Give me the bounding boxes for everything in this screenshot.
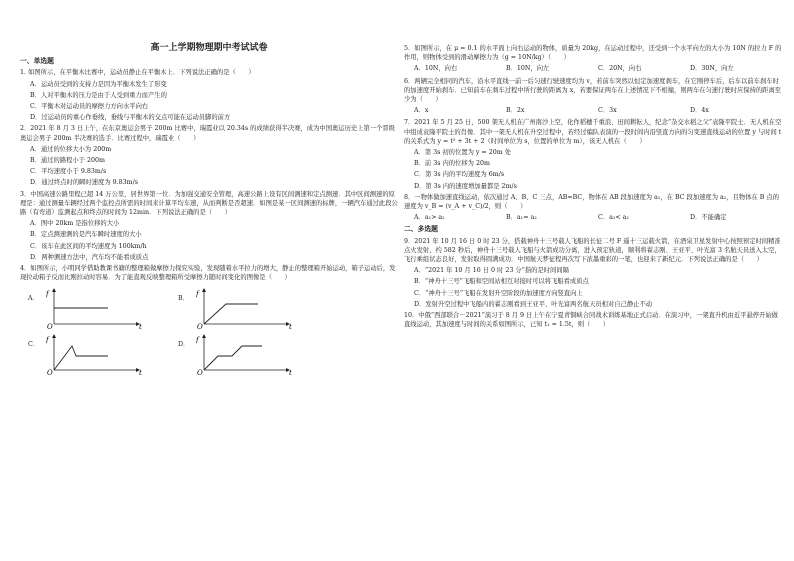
option-c: C．a₁< a₂ [598, 214, 629, 222]
option-a: A．10N，向右 [414, 65, 458, 73]
axis-t-label: t [289, 323, 292, 331]
question-2 [20, 124, 398, 187]
option-c: C．20N，向右 [598, 65, 642, 73]
option-d: D．第 3s 内的速度增加量都是 2m/s [414, 182, 517, 190]
option-d: D．两种测速方法中，汽车均不能看成质点 [30, 253, 149, 261]
origin-label: O [197, 323, 203, 331]
section-multi-choice: 二、多选题 [404, 225, 438, 234]
option-d: D．通过终点时的瞬时速度为 9.83m/s [30, 179, 138, 187]
option-c: C．3x [598, 107, 617, 115]
option-b: B．2x [506, 107, 525, 115]
question-8 [404, 193, 782, 223]
question-9 [404, 237, 782, 309]
option-d: D．30N，向左 [690, 65, 734, 73]
option-a: A．运动员受到的支持力是因为平衡木发生了形变 [30, 80, 167, 88]
options-row [414, 213, 782, 222]
question-stem: 3．中国高速公路里程已超 14 万公里，居世界第一位．为加强交通安全管理，高速公路上设有区间测速和定点测速．其中区间测速的原理是：通过测量车辆经过两个监控点所需的时间来计算平均车速，从而判断是否超速．如图是某一区间测速的标牌，一辆汽车通过此段公路（有弯道）监测起点和终点的时间为 12min．下列说法正确的是（ ） [20, 190, 398, 217]
question-stem: 6．两辆完全相同的汽车，沿水平直线一前一后匀速行驶速度均为 v，若前车突然以恒定加速度刹车，在它刚停车后，后车以前车刹车时的加速度开始刹车．已知前车在刹车过程中所行驶的距离为 x，若要保证两车在上述情况下不相撞，则两车在匀速行驶时应保持的距离至少为（ ） [404, 77, 782, 104]
options-row [414, 106, 782, 115]
graph-option-d [178, 334, 328, 376]
option-c: C．平衡木对运动员的摩擦力方向水平向右 [30, 103, 149, 111]
graph-a-plot [46, 288, 146, 330]
graph-label: B． [178, 295, 189, 303]
option-a: A．通过的位移大小为 200m [30, 145, 112, 153]
question-stem: 4．如图所示，小明同学借助教课书籍的整理箱做摩擦力探究实验，发现随着水平拉力的增大，静止的整理箱开始运动，箱子运动后，发现拉动箱子反而比刚拉动时容易．为了能直观反映整理箱所受摩擦力随时间变化的图像是（ ） [20, 265, 396, 282]
graph-label: C． [28, 341, 40, 349]
question-5 [404, 44, 782, 74]
left-column [20, 0, 398, 376]
question-6 [404, 77, 782, 116]
question-7 [404, 118, 782, 190]
option-d: D．发射升空过程中飞船内的翟志刚看到王亚平、叶光富两名航天员相对自己静止不动 [414, 300, 653, 308]
question-1 [20, 68, 398, 122]
graph-b-plot [196, 288, 296, 330]
question-stem: 2．2021 年 8 月 3 日上午，在东京奥运会男子 200m 比赛中，瑞霞业以 20.34s 的成绩获得半决赛，成为中国奥运历史上第一个晋级奥运会男子 200m 半决赛的选手．比赛过程中，瑞霞业（ ） [20, 125, 395, 142]
option-a: A．a₁> a₂ [414, 214, 445, 222]
option-c: C．“神舟十三号”飞船在发射升空阶段的加速度方向竖直向上 [414, 289, 583, 297]
graph-c-plot [46, 334, 146, 376]
question-4 [20, 264, 398, 376]
axis-f-label: f [46, 290, 49, 299]
graph-label: A． [28, 295, 39, 303]
option-c: C．第 3s 内的平均速度为 6m/s [414, 171, 505, 179]
option-b: B．前 3s 内的位移为 20m [414, 160, 490, 168]
graph-option-a [28, 288, 178, 330]
option-b: B．定点测速测的是汽车瞬时速度的大小 [30, 231, 142, 239]
option-c: C．该车在此区间的平均速度为 100km/h [30, 242, 147, 250]
question-10 [404, 311, 782, 329]
option-b: B．a₁= a₂ [506, 214, 537, 222]
option-a: A．图中 20km 是指位移的大小 [30, 220, 120, 228]
option-c: C．平均速度小于 9.83m/s [30, 168, 107, 176]
origin-label: O [197, 369, 203, 377]
question-stem: 9．2021 年 10 月 16 日 0 时 23 分，搭载神舟十三号载人飞船的长征二号 F 遥十三运载火箭，在酒泉卫星发射中心按照预定时间精准点火发射，约 582 秒后，神舟十三号载人飞船与火箭成功分离，进入预定轨道，顺利将翟志刚、王亚平、叶光富 3 名航天员送入太空，飞行乘组状态良好，发射取得圆满成功．中国航天梦征程再次写下浓墨重彩的一笔，也迎来了新纪元．下列说法正确的是（ ） [404, 237, 781, 264]
option-b: B．10N，向左 [506, 65, 550, 73]
option-d: D．不能确定 [690, 214, 727, 222]
option-b: B．“神舟十三号”飞船和空间站相互对接时可以将飞船看成质点 [414, 278, 589, 286]
option-b: B．人对平衡木的压力是由于人受到重力而产生的 [30, 91, 167, 99]
graph-label: D． [178, 341, 190, 349]
axis-t-label: t [139, 369, 142, 377]
section-single-choice: 一、单选题 [20, 57, 54, 66]
question-stem: 8．一物体做加速直线运动，依次通过 A、B、C 三点，AB=BC，物体在 AB 段加速度为 a₁，在 BC 段加速度为 a₂，且物体在 B 点的速度为 v_B = (v_A + v_C)/2，则（ ） [404, 193, 780, 211]
axis-t-label: t [139, 323, 142, 331]
option-d: D．4x [690, 107, 709, 115]
option-d: D．过运动员的重心作垂线，垂线与平衡木的交点可能在运动员脚的前方 [30, 114, 231, 122]
axis-f-label: f [196, 290, 199, 299]
origin-label: O [47, 369, 53, 377]
graph-d-plot [196, 334, 296, 376]
axis-f-label: f [46, 336, 49, 345]
graph-option-c [28, 334, 178, 376]
option-a: A．x [414, 107, 429, 115]
question-stem: 10．中俄“西部联合－2021”演习于 8 月 9 日上午在宁夏青铜峡合同战术训练基地正式启动．在演习中，一架直升机由近平悬停开始做直线运动，其加速度与时间的关系如图所示，已知 t₁ = 1.5t，则（ ） [404, 312, 778, 329]
graph-option-b [178, 288, 328, 330]
page-title: 高一上学期物理期中考试试卷 [150, 43, 268, 53]
answer-graphs [28, 288, 328, 376]
options-row [414, 64, 782, 73]
question-3 [20, 190, 398, 262]
option-a: A．“2021 年 10 月 16 日 0 时 23 分”指的是时间间隔 [414, 267, 569, 275]
axis-f-label: f [196, 336, 199, 345]
question-stem: 1. 如图所示，在平衡木比赛中，运动员静止在平衡木上．下列说法正确的是（ ） [20, 69, 255, 77]
option-a: A．第 3s 初的位置为 y = 20m 处 [414, 149, 511, 157]
origin-label: O [47, 323, 53, 331]
question-stem: 7．2021 年 5 月 25 日，500 架无人机在广州南沙上空，化作稻穗千重浪、田间耕耘人，纪念“杂交水稻之父”袁隆平院士．无人机在空中组成袁隆平院士的肖像．其中一架无人机在升空过程中，若经过编队表演的一段时间内沿竖直方向的匀变速直线运动的位置 y 与时间 t 的关系式为 y = t² + 3t + 2（时间单位为 s，位置的单位为 m），该无人机在（ ） [404, 119, 782, 145]
right-column [404, 0, 782, 331]
question-stem: 5．如图所示，在 μ = 0.1 的水平面上向右运动的物体，质量为 20kg，在运动过程中，还受到一个水平向左的大小为 10N 的拉力 F 的作用，则物体受到的滑动摩擦力为（g = 10N/kg）（ ） [404, 45, 782, 62]
option-b: B．通过的路程小于 200m [30, 157, 105, 165]
axis-t-label: t [289, 369, 292, 377]
